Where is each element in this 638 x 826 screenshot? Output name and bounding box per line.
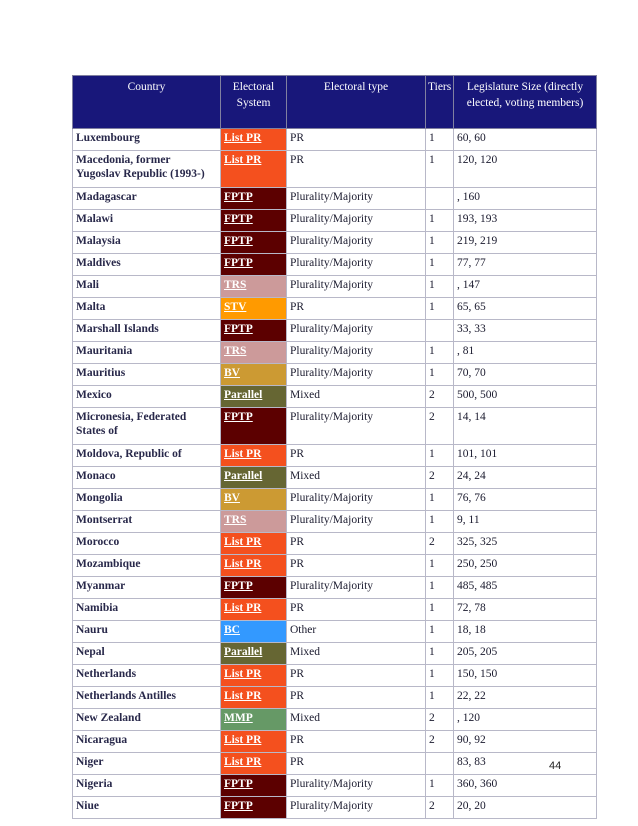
table-row: [73, 665, 597, 687]
country-cell: Maldives: [73, 254, 221, 276]
legislature-size-cell: 250, 250: [454, 555, 597, 577]
tiers-cell: [426, 753, 454, 775]
electoral-system-link[interactable]: FPTP: [221, 210, 287, 232]
electoral-system-link[interactable]: List PR: [221, 129, 287, 151]
tiers-cell: 1: [426, 342, 454, 364]
electoral-type-cell: PR: [287, 665, 426, 687]
electoral-type-cell: PR: [287, 753, 426, 775]
legislature-size-cell: 24, 24: [454, 467, 597, 489]
electoral-system-link[interactable]: List PR: [221, 665, 287, 687]
electoral-type-cell: Plurality/Majority: [287, 320, 426, 342]
tiers-cell: 1: [426, 489, 454, 511]
country-cell: Luxembourg: [73, 129, 221, 151]
country-cell: Monaco: [73, 467, 221, 489]
table-row: [73, 298, 597, 320]
country-cell: Madagascar: [73, 188, 221, 210]
legislature-size-cell: 90, 92: [454, 731, 597, 753]
table-row: [73, 151, 597, 188]
table-row: [73, 511, 597, 533]
electoral-type-cell: Plurality/Majority: [287, 364, 426, 386]
country-cell: Mauritania: [73, 342, 221, 364]
country-cell: Marshall Islands: [73, 320, 221, 342]
electoral-type-cell: PR: [287, 555, 426, 577]
electoral-system-link[interactable]: Parallel: [221, 643, 287, 665]
table-row: [73, 599, 597, 621]
country-cell: Netherlands Antilles: [73, 687, 221, 709]
legislature-size-cell: 65, 65: [454, 298, 597, 320]
electoral-system-link[interactable]: List PR: [221, 533, 287, 555]
table-row: [73, 731, 597, 753]
legislature-size-cell: 9, 11: [454, 511, 597, 533]
legislature-size-cell: 120, 120: [454, 151, 597, 188]
electoral-type-cell: PR: [287, 599, 426, 621]
tiers-cell: 1: [426, 232, 454, 254]
country-cell: Macedonia, former Yugoslav Republic (1993-): [73, 151, 221, 188]
country-cell: Mongolia: [73, 489, 221, 511]
electoral-system-link[interactable]: List PR: [221, 687, 287, 709]
header-tiers: Tiers: [426, 76, 454, 129]
country-cell: Nauru: [73, 621, 221, 643]
table-row: [73, 687, 597, 709]
table-row: [73, 254, 597, 276]
legislature-size-cell: 14, 14: [454, 408, 597, 445]
electoral-type-cell: PR: [287, 533, 426, 555]
electoral-system-link[interactable]: List PR: [221, 555, 287, 577]
electoral-type-cell: Plurality/Majority: [287, 489, 426, 511]
tiers-cell: 1: [426, 511, 454, 533]
electoral-type-cell: Mixed: [287, 386, 426, 408]
tiers-cell: 1: [426, 643, 454, 665]
electoral-system-link[interactable]: TRS: [221, 511, 287, 533]
table-row: [73, 533, 597, 555]
table-row: [73, 445, 597, 467]
electoral-system-link[interactable]: FPTP: [221, 408, 287, 445]
electoral-system-link[interactable]: FPTP: [221, 577, 287, 599]
table-row: [73, 210, 597, 232]
tiers-cell: 1: [426, 254, 454, 276]
electoral-system-link[interactable]: FPTP: [221, 775, 287, 797]
tiers-cell: 2: [426, 533, 454, 555]
electoral-type-cell: Plurality/Majority: [287, 210, 426, 232]
electoral-type-cell: Plurality/Majority: [287, 797, 426, 819]
table-body: [73, 129, 597, 819]
legislature-size-cell: 205, 205: [454, 643, 597, 665]
country-cell: Nepal: [73, 643, 221, 665]
country-cell: Mali: [73, 276, 221, 298]
table-row: [73, 709, 597, 731]
legislature-size-cell: 83, 83: [454, 753, 597, 775]
table-header: [73, 76, 597, 129]
electoral-system-link[interactable]: Parallel: [221, 386, 287, 408]
electoral-type-cell: Mixed: [287, 709, 426, 731]
tiers-cell: 2: [426, 797, 454, 819]
electoral-system-link[interactable]: FPTP: [221, 254, 287, 276]
electoral-system-link[interactable]: FPTP: [221, 797, 287, 819]
country-cell: Mauritius: [73, 364, 221, 386]
header-legislature-size: Legislature Size (directly elected, voting members): [454, 76, 597, 129]
country-cell: Myanmar: [73, 577, 221, 599]
legislature-size-cell: 22, 22: [454, 687, 597, 709]
electoral-type-cell: PR: [287, 445, 426, 467]
tiers-cell: 1: [426, 151, 454, 188]
electoral-system-link[interactable]: List PR: [221, 445, 287, 467]
electoral-type-cell: Plurality/Majority: [287, 342, 426, 364]
legislature-size-cell: 33, 33: [454, 320, 597, 342]
header-electoral-type: Electoral type: [287, 76, 426, 129]
legislature-size-cell: 20, 20: [454, 797, 597, 819]
table-row: [73, 643, 597, 665]
legislature-size-cell: 77, 77: [454, 254, 597, 276]
table-row: [73, 753, 597, 775]
legislature-size-cell: 500, 500: [454, 386, 597, 408]
table-row: [73, 129, 597, 151]
tiers-cell: 1: [426, 276, 454, 298]
tiers-cell: 1: [426, 775, 454, 797]
legislature-size-cell: 101, 101: [454, 445, 597, 467]
electoral-system-link[interactable]: TRS: [221, 342, 287, 364]
table-row: [73, 276, 597, 298]
electoral-system-link[interactable]: STV: [221, 298, 287, 320]
country-cell: New Zealand: [73, 709, 221, 731]
tiers-cell: 2: [426, 386, 454, 408]
legislature-size-cell: , 81: [454, 342, 597, 364]
country-cell: Malawi: [73, 210, 221, 232]
tiers-cell: 2: [426, 731, 454, 753]
electoral-type-cell: PR: [287, 731, 426, 753]
tiers-cell: 1: [426, 599, 454, 621]
electoral-type-cell: Other: [287, 621, 426, 643]
table-row: [73, 232, 597, 254]
document-page: [72, 75, 596, 819]
country-cell: Niue: [73, 797, 221, 819]
table-row: [73, 386, 597, 408]
tiers-cell: 1: [426, 210, 454, 232]
tiers-cell: 1: [426, 555, 454, 577]
country-cell: Netherlands: [73, 665, 221, 687]
electoral-system-link[interactable]: FPTP: [221, 188, 287, 210]
table-row: [73, 408, 597, 445]
header-electoral-system: Electoral System: [221, 76, 287, 129]
legislature-size-cell: 325, 325: [454, 533, 597, 555]
table-row: [73, 320, 597, 342]
country-cell: Morocco: [73, 533, 221, 555]
header-country: Country: [73, 76, 221, 129]
electoral-system-link[interactable]: FPTP: [221, 232, 287, 254]
electoral-system-link[interactable]: FPTP: [221, 320, 287, 342]
tiers-cell: [426, 188, 454, 210]
country-cell: Malaysia: [73, 232, 221, 254]
electoral-system-link[interactable]: List PR: [221, 753, 287, 775]
country-cell: Montserrat: [73, 511, 221, 533]
tiers-cell: 1: [426, 364, 454, 386]
electoral-system-link[interactable]: BV: [221, 489, 287, 511]
tiers-cell: 1: [426, 445, 454, 467]
electoral-systems-table: [72, 75, 597, 819]
electoral-system-link[interactable]: TRS: [221, 276, 287, 298]
electoral-type-cell: PR: [287, 687, 426, 709]
electoral-system-link[interactable]: List PR: [221, 599, 287, 621]
electoral-type-cell: Plurality/Majority: [287, 577, 426, 599]
country-cell: Malta: [73, 298, 221, 320]
legislature-size-cell: 18, 18: [454, 621, 597, 643]
electoral-type-cell: Plurality/Majority: [287, 276, 426, 298]
electoral-type-cell: Plurality/Majority: [287, 232, 426, 254]
legislature-size-cell: 360, 360: [454, 775, 597, 797]
country-cell: Micronesia, Federated States of: [73, 408, 221, 445]
table-row: [73, 797, 597, 819]
electoral-system-link[interactable]: Parallel: [221, 467, 287, 489]
country-cell: Namibia: [73, 599, 221, 621]
table-row: [73, 342, 597, 364]
legislature-size-cell: 70, 70: [454, 364, 597, 386]
tiers-cell: 1: [426, 577, 454, 599]
electoral-type-cell: Plurality/Majority: [287, 254, 426, 276]
legislature-size-cell: 76, 76: [454, 489, 597, 511]
legislature-size-cell: 72, 78: [454, 599, 597, 621]
table-row: [73, 188, 597, 210]
electoral-type-cell: PR: [287, 151, 426, 188]
tiers-cell: 1: [426, 687, 454, 709]
legislature-size-cell: 150, 150: [454, 665, 597, 687]
tiers-cell: 2: [426, 709, 454, 731]
table-row: [73, 775, 597, 797]
electoral-system-link[interactable]: BC: [221, 621, 287, 643]
electoral-type-cell: Plurality/Majority: [287, 408, 426, 445]
electoral-type-cell: PR: [287, 298, 426, 320]
electoral-type-cell: Mixed: [287, 643, 426, 665]
country-cell: Niger: [73, 753, 221, 775]
table-row: [73, 467, 597, 489]
tiers-cell: 1: [426, 665, 454, 687]
tiers-cell: 1: [426, 298, 454, 320]
table-row: [73, 364, 597, 386]
legislature-size-cell: , 160: [454, 188, 597, 210]
electoral-type-cell: Plurality/Majority: [287, 188, 426, 210]
country-cell: Mexico: [73, 386, 221, 408]
tiers-cell: 2: [426, 467, 454, 489]
electoral-type-cell: Plurality/Majority: [287, 511, 426, 533]
electoral-system-link[interactable]: MMP: [221, 709, 287, 731]
country-cell: Nigeria: [73, 775, 221, 797]
electoral-system-link[interactable]: List PR: [221, 151, 287, 188]
page-number: 44: [549, 760, 562, 772]
table-row: [73, 555, 597, 577]
tiers-cell: 2: [426, 408, 454, 445]
legislature-size-cell: , 120: [454, 709, 597, 731]
legislature-size-cell: 485, 485: [454, 577, 597, 599]
legislature-size-cell: 60, 60: [454, 129, 597, 151]
tiers-cell: 1: [426, 129, 454, 151]
electoral-type-cell: PR: [287, 129, 426, 151]
electoral-type-cell: Mixed: [287, 467, 426, 489]
electoral-system-link[interactable]: List PR: [221, 731, 287, 753]
legislature-size-cell: 193, 193: [454, 210, 597, 232]
country-cell: Nicaragua: [73, 731, 221, 753]
legislature-size-cell: 219, 219: [454, 232, 597, 254]
country-cell: Mozambique: [73, 555, 221, 577]
country-cell: Moldova, Republic of: [73, 445, 221, 467]
electoral-system-link[interactable]: BV: [221, 364, 287, 386]
electoral-type-cell: Plurality/Majority: [287, 775, 426, 797]
legislature-size-cell: , 147: [454, 276, 597, 298]
table-row: [73, 577, 597, 599]
table-row: [73, 489, 597, 511]
tiers-cell: 1: [426, 621, 454, 643]
table-row: [73, 621, 597, 643]
tiers-cell: [426, 320, 454, 342]
